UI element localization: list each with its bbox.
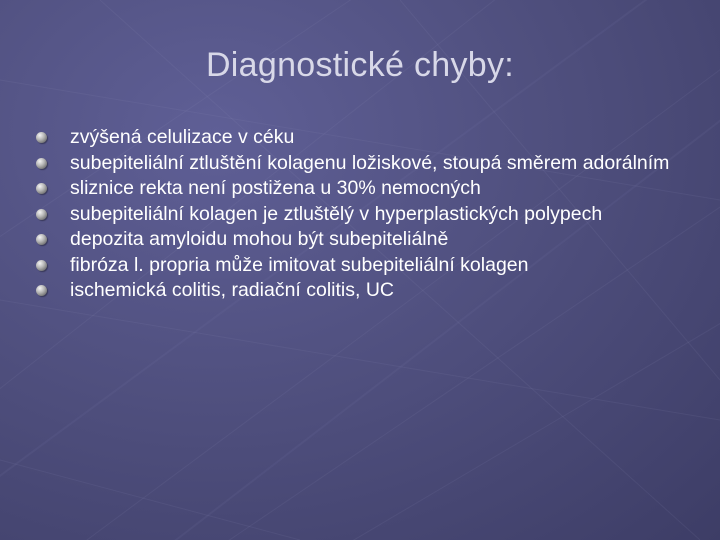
sphere-bullet-icon — [36, 260, 47, 271]
list-item — [44, 153, 684, 175]
list-item — [44, 280, 684, 302]
bullet-text: subepiteliální ztluštění kolagenu ložiskové, stoupá směrem adorálním — [70, 151, 670, 174]
bullet-text: subepiteliální kolagen je ztluštělý v hyperplastických polypech — [70, 202, 603, 225]
bullet-text: fibróza l. propria může imitovat subepiteliální kolagen — [70, 253, 529, 276]
list-item — [44, 229, 684, 251]
bullet-text: depozita amyloidu mohou být subepiteliálně — [70, 228, 449, 250]
bullet-list — [44, 127, 684, 306]
list-item — [44, 127, 684, 149]
list-item — [44, 255, 684, 277]
sphere-bullet-icon — [36, 132, 47, 143]
bullet-text: ischemická colitis, radiační colitis, UC — [70, 279, 395, 301]
sphere-bullet-icon — [36, 285, 47, 296]
bullet-text: zvýšená celulizace v céku — [70, 126, 295, 148]
sphere-bullet-icon — [36, 234, 47, 245]
bullet-text: sliznice rekta není postižena u 30% nemocných — [70, 177, 481, 199]
slide-title: Diagnostické chyby: — [205, 46, 515, 84]
list-item — [44, 178, 684, 200]
sphere-bullet-icon — [36, 183, 47, 194]
sphere-bullet-icon — [36, 158, 47, 169]
sphere-bullet-icon — [36, 209, 47, 220]
list-item — [44, 204, 684, 226]
